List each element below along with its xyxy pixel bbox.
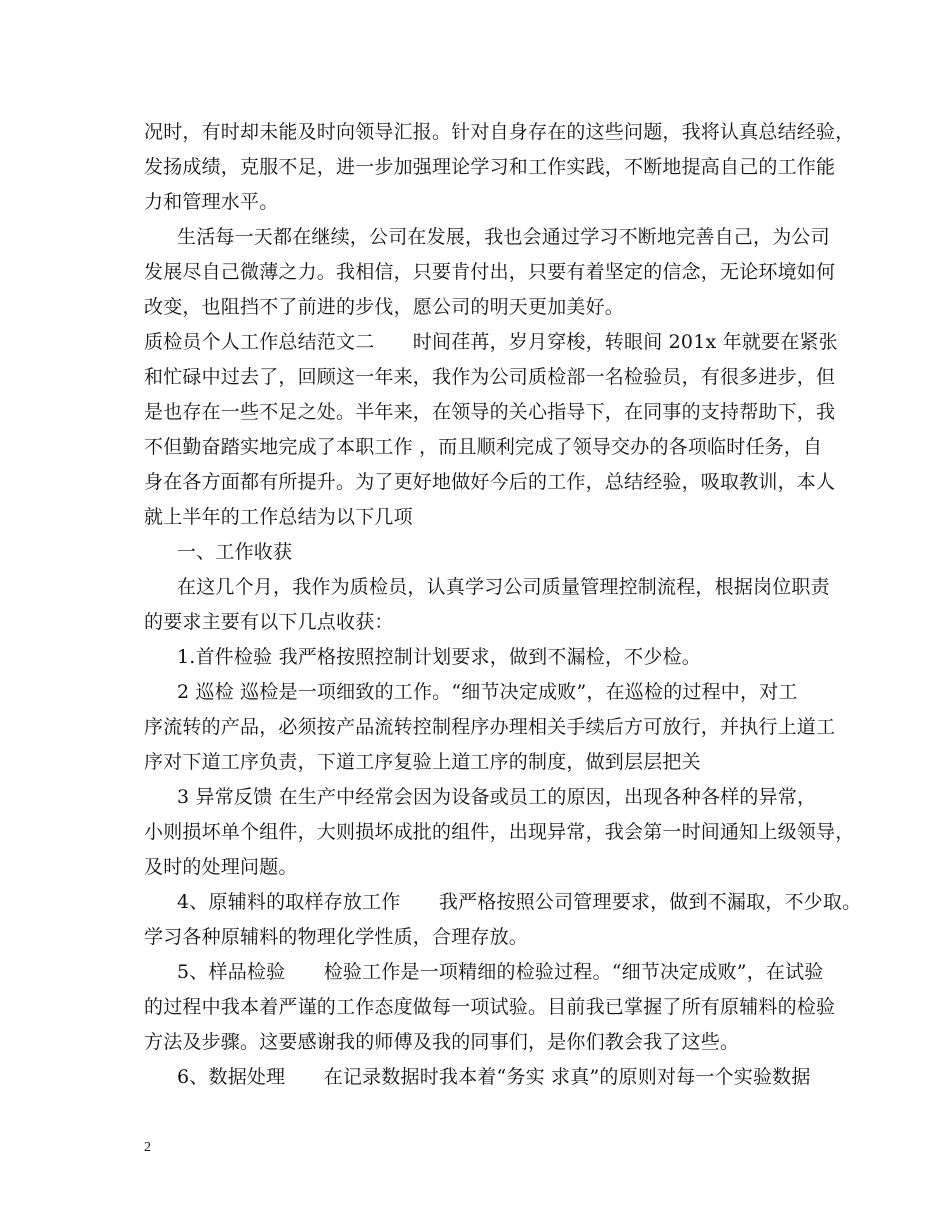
document-body (144, 115, 862, 1095)
list-item-patrol-inspection: 2 巡检 巡检是一项细致的工作。“细节决定成败”，在巡检的过程中，对工 (177, 681, 798, 703)
text-line: 就上半年的工作总结为以下几项 (144, 506, 413, 528)
list-item-exception-feedback: 3 异常反馈 在生产中经常会因为设备或员工的原因，出现各种各样的异常， (177, 786, 817, 808)
list-item-first-inspection: 1.首件检验 我严格按照控制计划要求，做到不漏检，不少检。 (177, 646, 701, 668)
text-line: 不但勤奋踏实地完成了本职工作 ，而且顺利完成了领导交办的各项临时任务，自 (144, 436, 823, 458)
text-line: 力和管理水平。 (144, 191, 279, 213)
heading-work-harvest: 一、工作收获 (177, 541, 293, 563)
list-item-data-processing: 6、数据处理 在记录数据时我本着“务实 求真”的原则对每一个实验数据 (177, 1066, 811, 1088)
text-line: 发扬成绩，克服不足，进一步加强理论学习和工作实践，不断地提高自己的工作能 (144, 156, 836, 178)
text-line: 和忙碌中过去了，回顾这一年来，我作为公司质检部一名检验员，有很多进步，但 (144, 366, 836, 388)
text-line: 小则损坏单个组件，大则损坏成批的组件，出现异常，我会第一时间通知上级领导， (144, 821, 855, 843)
text-line: 身在各方面都有所提升。为了更好地做好今后的工作，总结经验，吸取教训，本人 (144, 471, 836, 493)
text-line: 序对下道工序负责，下道工序复验上道工序的制度，做到层层把关 (144, 751, 701, 773)
list-item-raw-material-sampling: 4、原辅料的取样存放工作 我严格按照公司管理要求，做到不漏取，不少取。 (177, 891, 862, 913)
paragraph-start-line: 在这几个月，我作为质检员，认真学习公司质量管理控制流程，根据岗位职责 (177, 576, 830, 598)
text-line: 改变，也阻挡不了前进的步伐，愿公司的明天更加美好。 (144, 296, 625, 318)
text-line: 是也存在一些不足之处。半年来，在领导的关心指导下，在同事的支持帮助下，我 (144, 401, 836, 423)
text-line: 况时，有时却未能及时向领导汇报。针对自身存在的这些问题，我将认真总结经验， (144, 121, 855, 143)
list-item-sample-inspection: 5、样品检验 检验工作是一项精细的检验过程。“细节决定成败”，在试验 (177, 961, 824, 983)
paragraph-start-line: 生活每一天都在继续，公司在发展，我也会通过学习不断地完善自己，为公司 (177, 226, 830, 248)
text-line: 的过程中我本着严谨的工作态度做每一项试验。目前我已掌握了所有原辅料的检验 (144, 996, 836, 1018)
text-line: 方法及步骤。这要感谢我的师傅及我的同事们，是你们教会我了这些。 (144, 1031, 740, 1053)
text-line: 发展尽自己微薄之力。我相信，只要肯付出，只要有着坚定的信念，无论环境如何 (144, 261, 836, 283)
section-title-line: 质检员个人工作总结范文二 时间荏苒，岁月穿梭，转眼间 201x 年就要在紧张 (144, 331, 838, 353)
text-line: 序流转的产品，必须按产品流转控制程序办理相关手续后方可放行，并执行上道工 (144, 716, 836, 738)
text-line: 的要求主要有以下几点收获： (144, 611, 394, 633)
text-line: 学习各种原辅料的物理化学性质，合理存放。 (144, 926, 529, 948)
page-number: 2 (144, 1140, 151, 1155)
text-line: 及时的处理问题。 (144, 856, 298, 878)
